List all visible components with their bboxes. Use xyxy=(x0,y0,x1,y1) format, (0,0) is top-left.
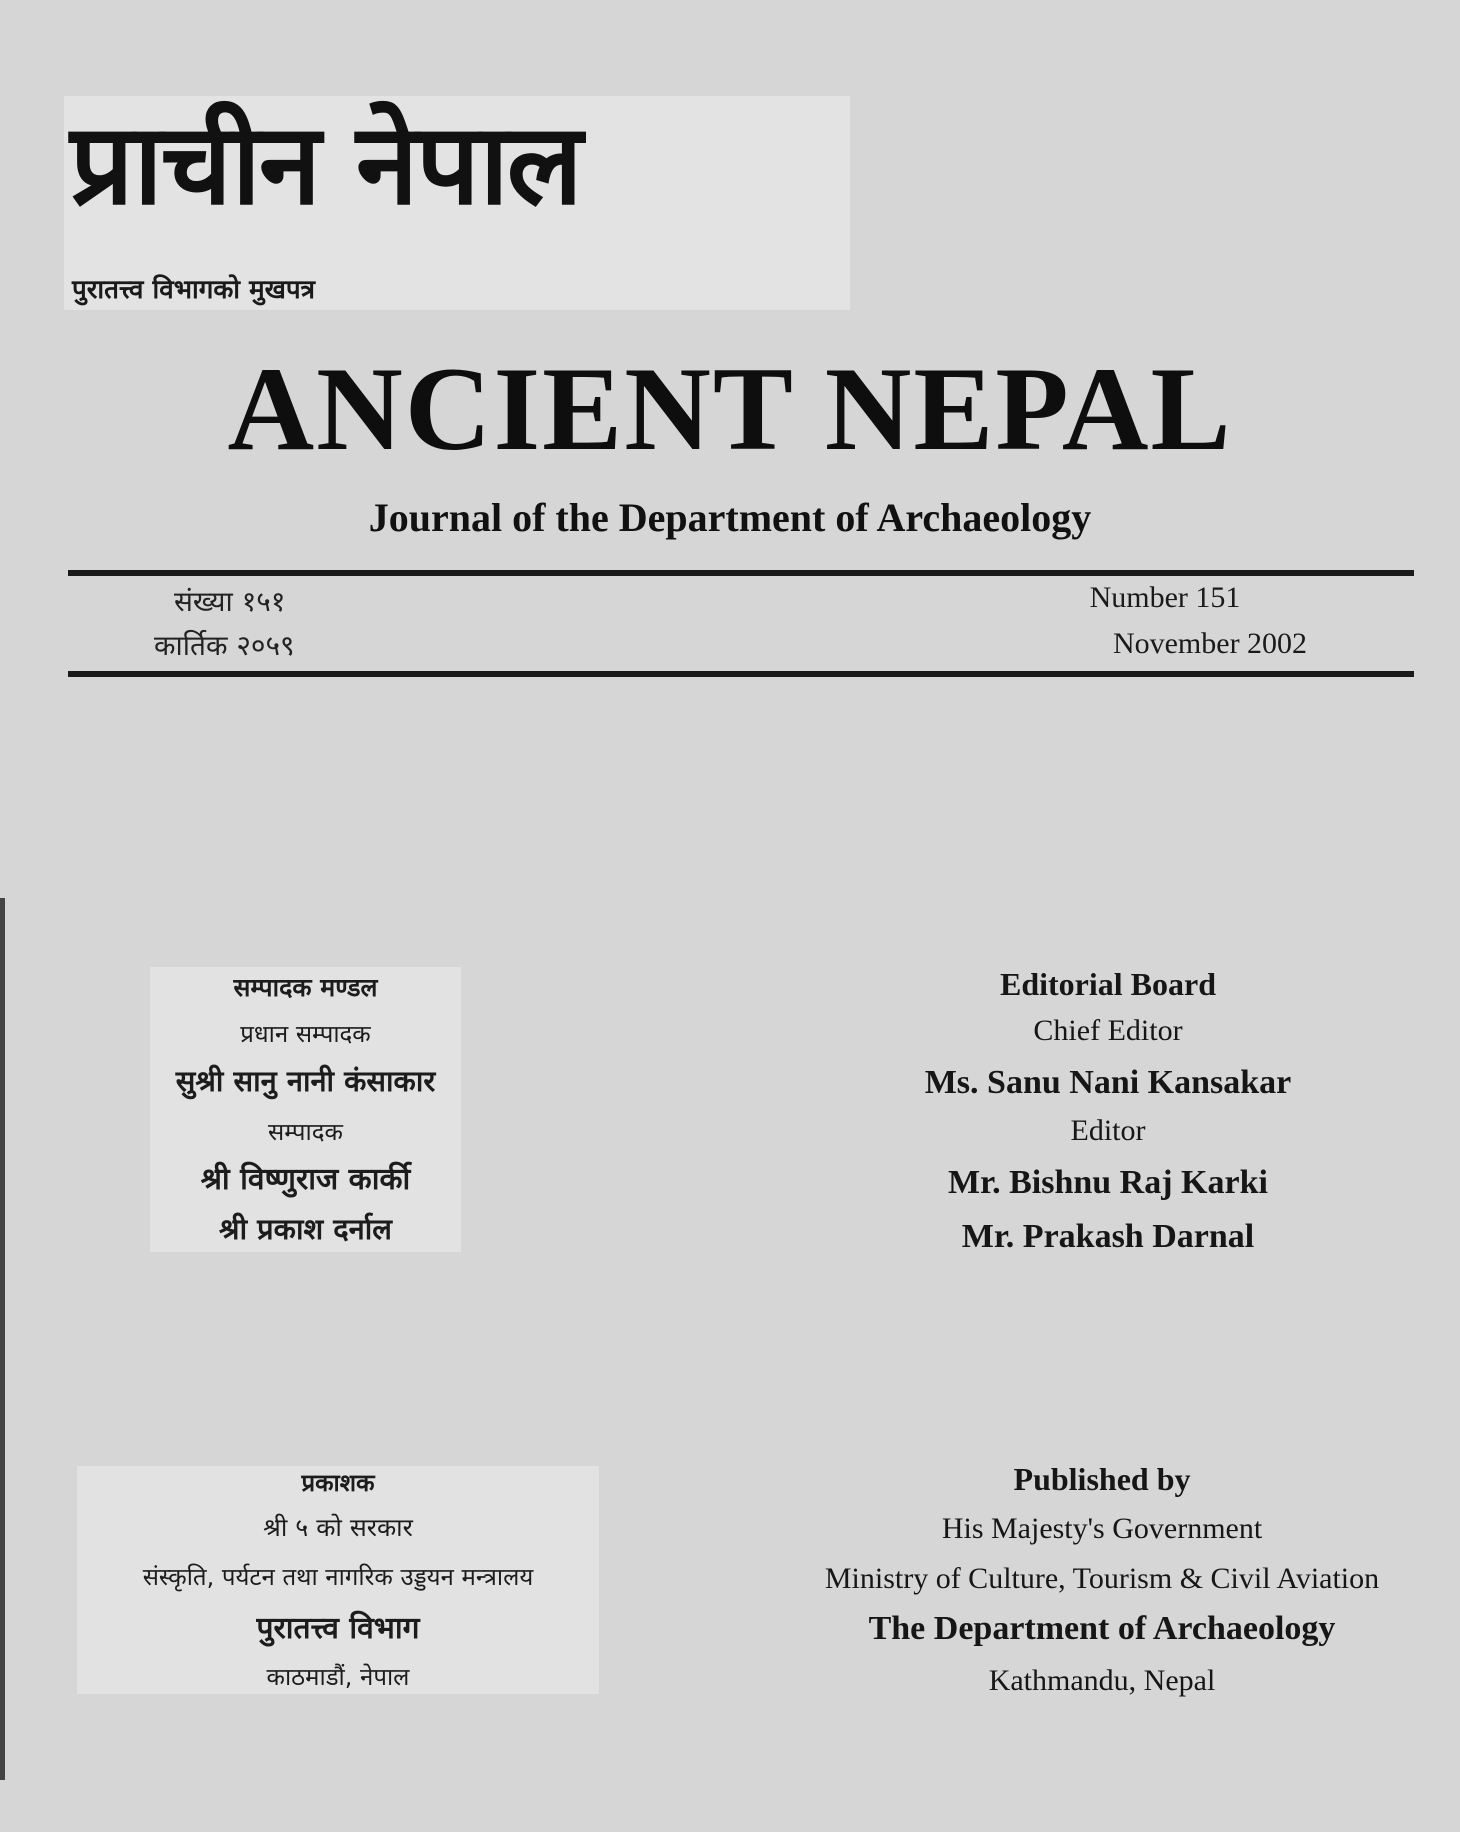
editor-1-name: Mr. Bishnu Raj Karki xyxy=(948,1164,1268,1201)
editor-1-nepali: श्री विष्णुराज कार्की xyxy=(200,1162,411,1197)
chief-editor-name: Ms. Sanu Nani Kansakar xyxy=(924,1064,1292,1101)
publisher-line-3: The Department of Archaeology xyxy=(868,1610,1336,1647)
journal-title: ANCIENT NEPAL xyxy=(227,342,1233,475)
rule-bottom xyxy=(68,671,1414,677)
editorial-heading-nepali: सम्पादक मण्डल xyxy=(233,973,378,1002)
rule-top xyxy=(68,570,1414,576)
publisher-line-1-nepali: श्री ५ को सरकार xyxy=(263,1513,413,1542)
issue-date-nepali: कार्तिक २०५९ xyxy=(154,629,295,662)
publisher-line-4-nepali: काठमाडौं, नेपाल xyxy=(266,1663,410,1691)
issue-date-english: November 2002 xyxy=(1112,627,1308,660)
masthead-title-nepali: प्राचीन नेपाल xyxy=(70,100,581,230)
masthead-subtitle-nepali: पुरातत्त्व विभागको मुखपत्र xyxy=(72,275,316,305)
chief-editor-role: Chief Editor xyxy=(1033,1014,1183,1047)
publisher-heading: Published by xyxy=(1013,1461,1191,1497)
chief-editor-name-nepali: सुश्री सानु नानी कंसाकार xyxy=(175,1064,436,1098)
publisher-line-2-nepali: संस्कृति, पर्यटन तथा नागरिक उड्डयन मन्त्रालय xyxy=(142,1563,534,1591)
publisher-block-nepali xyxy=(77,1466,599,1694)
publisher-line-4: Kathmandu, Nepal xyxy=(988,1664,1216,1697)
editor-role: Editor xyxy=(1070,1114,1146,1147)
publisher-line-3-nepali: पुरातत्त्व विभाग xyxy=(256,1611,420,1646)
publisher-line-2: Ministry of Culture, Tourism & Civil Aviation xyxy=(824,1562,1380,1595)
editorial-board-nepali xyxy=(150,967,461,1252)
editor-role-nepali: सम्पादक xyxy=(268,1118,343,1146)
editorial-heading: Editorial Board xyxy=(999,966,1216,1002)
chief-editor-role-nepali: प्रधान सम्पादक xyxy=(240,1020,371,1048)
editor-2-nepali: श्री प्रकाश दर्नाल xyxy=(219,1212,392,1246)
issue-number-english: Number 151 xyxy=(1089,581,1241,614)
publisher-heading-nepali: प्रकाशक xyxy=(301,1469,375,1497)
scan-edge-strip xyxy=(0,898,5,1780)
journal-subtitle: Journal of the Department of Archaeology xyxy=(368,495,1092,540)
editor-2-name: Mr. Prakash Darnal xyxy=(961,1218,1255,1255)
publisher-line-1: His Majesty's Government xyxy=(941,1512,1263,1545)
issue-number-nepali: संख्या १५१ xyxy=(174,585,286,618)
